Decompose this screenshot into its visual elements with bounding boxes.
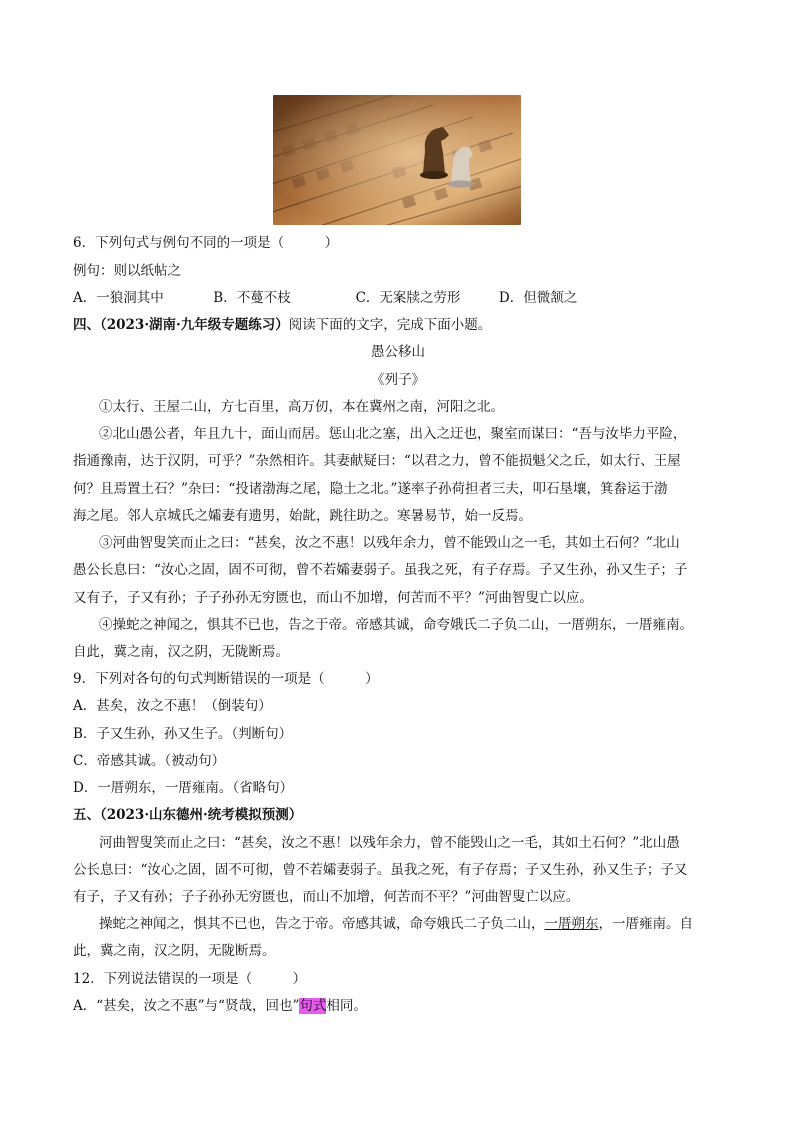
q9-option-a[interactable]: A．甚矣，汝之不惠！（倒装句） (73, 698, 272, 714)
q6-option-b[interactable]: B．不蔓不枝 (213, 290, 291, 306)
passage-line: 愚公长息曰：“汝心之固，固不可彻，曾不若孀妻弱子。虽我之死，有子存焉。子又生孙，孙又生子；子 (73, 562, 688, 578)
q9-option-d[interactable]: D．一厝朔东，一厝雍南。（省略句） (73, 780, 294, 796)
underlined-phrase: 一厝朔东 (544, 916, 599, 932)
highlighted-phrase: 句式 (299, 998, 327, 1014)
passage-line: 海之尾。邻人京城氏之孀妻有遗男，始龀，跳往助之。寒暑易节，始一反焉。 (73, 508, 532, 524)
section5-number: 五、 (73, 807, 100, 823)
passage2-text: ，一厝雍南。自 (598, 916, 693, 932)
passage-author: 《列子》 (371, 372, 425, 388)
passage-line: 指通豫南，达于汉阴，可乎？”杂然相许。其妻献疑曰：“以君之力，曾不能损魁父之丘，如太行、王屋 (73, 453, 681, 469)
q6-stem: 6．下列句式与例句不同的一项是（ ） (73, 235, 339, 251)
q9-option-b[interactable]: B．子又生孙，孙又生子。（判断句） (73, 726, 293, 742)
passage-line: ②北山愚公者，年且九十，面山而居。惩山北之塞，出入之迂也，聚室而谋曰：“吾与汝毕力平险， (99, 426, 687, 442)
passage-title: 愚公移山 (371, 344, 425, 360)
q12-stem: 12．下列说法错误的一项是（ ） (73, 971, 307, 987)
section4-source: （2023·湖南·九年级专题练习） (100, 317, 289, 333)
q9-option-c[interactable]: C．帝感其诚。（被动句） (73, 753, 226, 769)
section5-heading (73, 806, 723, 824)
q12-option-a[interactable] (73, 997, 723, 1015)
passage-line: 又有子，子又有孙；子子孙孙无穷匮也，而山不加增，何苦而不平？”河曲智叟亡以应。 (73, 590, 593, 606)
movable-type-photo (273, 95, 521, 225)
passage-line: 何？且焉置土石？”杂曰：“投诸渤海之尾，隐土之北。”遂率子孙荷担者三夫，叩石垦壤，箕畚运于渤 (73, 481, 668, 497)
q9-stem: 9．下列对各句的句式判断错误的一项是（ ） (73, 671, 379, 687)
section4-instruction: 阅读下面的文字，完成下面小题。 (288, 317, 492, 333)
passage2-line (99, 915, 723, 933)
passage2-text: 操蛇之神闻之，惧其不已也，告之于帝。帝感其诚，命夸娥氏二子负二山， (99, 916, 545, 932)
section4-number: 四、 (73, 317, 100, 333)
passage-line: ③河曲智叟笑而止之曰：“甚矣，汝之不惠！以残年余力，曾不能毁山之一毛，其如土石何？”北山 (99, 535, 680, 551)
section4-heading (73, 316, 723, 334)
passage2-line: 有子，子又有孙；子子孙孙无穷匮也，而山不加增，何苦而不平？”河曲智叟亡以应。 (73, 889, 580, 905)
movable-type-image (273, 95, 521, 225)
section5-source: （2023·山东德州·统考模拟预测） (100, 807, 303, 823)
q6-option-a[interactable]: A．一狼洞其中 (73, 290, 164, 306)
q6-option-d[interactable]: D．但微颔之 (498, 290, 578, 306)
q12-option-a-text: 相同。 (326, 998, 367, 1014)
passage-line: ④操蛇之神闻之，惧其不已也，告之于帝。帝感其诚，命夸娥氏二子负二山，一厝朔东，一厝雍南。 (99, 617, 693, 633)
passage2-line: 公长息曰：“汝心之固，固不可彻，曾不若孀妻弱子。虽我之死，有子存焉；子又生孙，孙又生子；子又 (73, 862, 688, 878)
q6-example: 例句：则以纸帖之 (73, 263, 181, 279)
q12-option-a-text: A．“甚矣，汝之不惠”与“贤哉，回也” (73, 998, 300, 1014)
passage2-line: 此，冀之南，汉之阴，无陇断焉。 (73, 943, 276, 959)
passage-line: ①太行、王屋二山，方七百里，高万仞，本在冀州之南，河阳之北。 (99, 399, 504, 415)
passage2-line: 河曲智叟笑而止之曰：“甚矣，汝之不惠！以残年余力，曾不能毁山之一毛，其如土石何？”北山愚 (99, 835, 680, 851)
q6-options (73, 289, 723, 307)
passage-line: 自此，冀之南，汉之阴，无陇断焉。 (73, 644, 289, 660)
q6-option-c[interactable]: C．无案牍之劳形 (355, 290, 461, 306)
